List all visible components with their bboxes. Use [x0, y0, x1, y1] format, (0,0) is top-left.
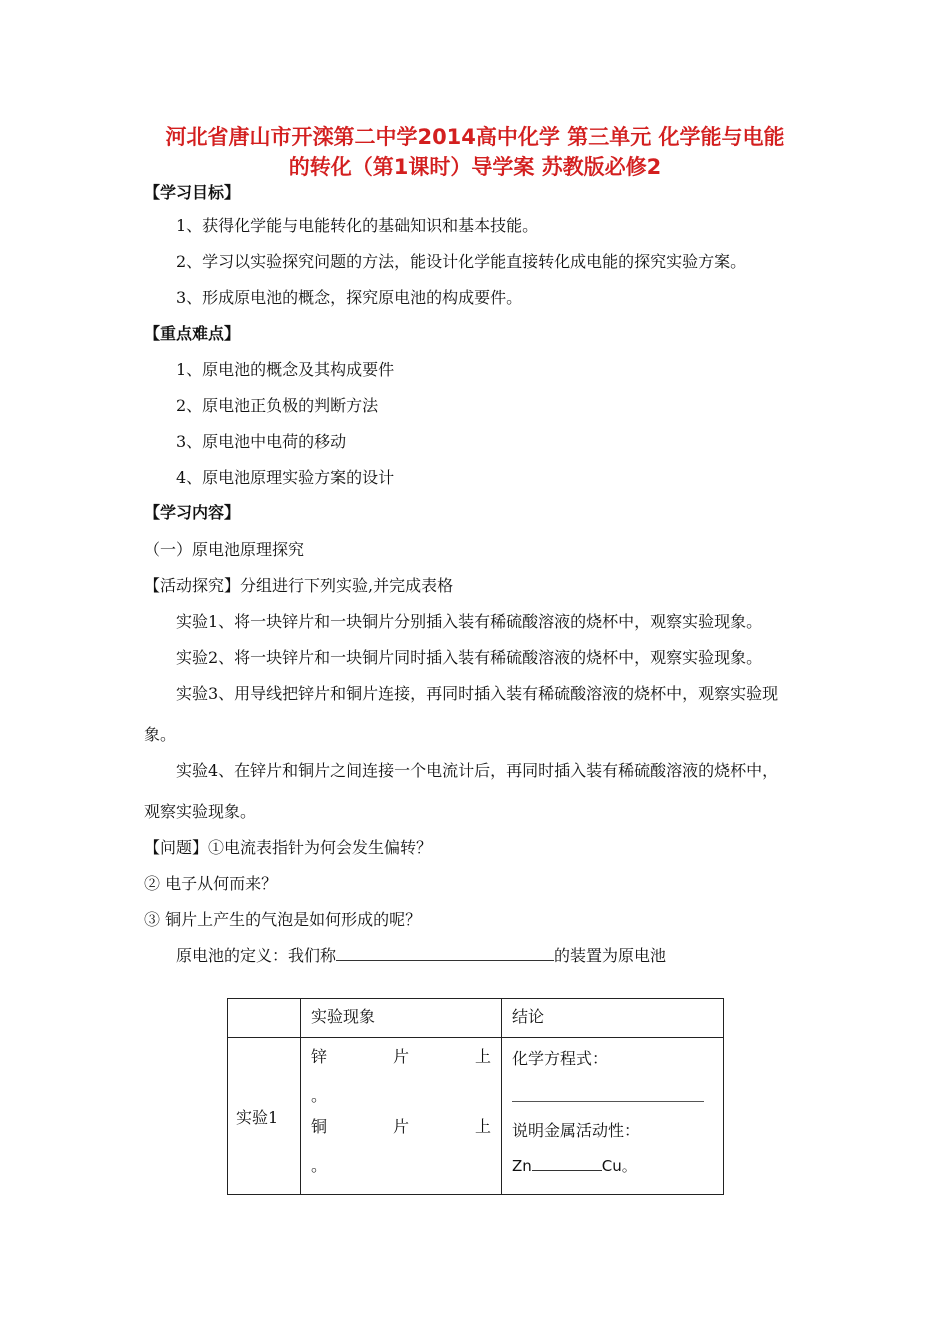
experiment-3-text: 实验3、用导线把锌片和铜片连接，再同时插入装有稀硫酸溶液的烧杯中，观察实验现	[176, 684, 779, 703]
definition-blank[interactable]	[336, 946, 554, 961]
activity-blank[interactable]	[532, 1156, 602, 1171]
objective-item: 2、学习以实验探究问题的方法，能设计化学能直接转化成电能的探究实验方案。	[176, 252, 747, 271]
definition-suffix: 的装置为原电池	[554, 946, 667, 965]
document-title-line1: 河北省唐山市开滦第二中学2014高中化学 第三单元 化学能与电能	[165, 125, 785, 149]
key-point-item: 2、原电池正负极的判断方法	[176, 396, 379, 415]
key-point-item: 1、原电池的概念及其构成要件	[176, 360, 395, 379]
definition-line	[176, 943, 666, 966]
activity-label: 说明金属活动性：	[512, 1121, 641, 1140]
question-3: ③ 铜片上产生的气泡是如何形成的呢？	[144, 910, 422, 929]
key-point-item: 4、原电池原理实验方案的设计	[176, 468, 395, 487]
definition-prefix: 原电池的定义：我们称	[176, 946, 337, 965]
activity-comparison: Zn Cu。	[512, 1157, 637, 1175]
experiment-3-text-cont: 象。	[144, 725, 177, 744]
table-header-phenomenon: 实验现象	[301, 999, 502, 1038]
content-heading: 【学习内容】	[144, 503, 241, 522]
equation-blank[interactable]	[512, 1089, 704, 1102]
zinc-observation-line: 锌 片 上	[311, 1047, 491, 1066]
experiment-4-text-cont: 观察实验现象。	[144, 802, 257, 821]
key-points-heading: 【重点难点】	[144, 324, 241, 343]
experiment-2-text: 实验2、将一块锌片和一块铜片同时插入装有稀硫酸溶液的烧杯中，观察实验现象。	[176, 648, 763, 667]
experiment-table	[227, 998, 724, 1195]
copper-observation-period: 。	[311, 1156, 328, 1175]
question-2: ② 电子从何而来？	[144, 874, 278, 893]
objectives-heading: 【学习目标】	[144, 183, 241, 202]
question-1: 【问题】①电流表指针为何会发生偏转？	[144, 838, 433, 857]
objective-item: 3、形成原电池的概念，探究原电池的构成要件。	[176, 288, 523, 307]
experiment-4-text: 实验4、在锌片和铜片之间连接一个电流计后，再同时插入装有稀硫酸溶液的烧杯中，	[176, 761, 779, 780]
table-header-empty	[228, 999, 301, 1038]
zinc-observation-period: 。	[311, 1086, 328, 1105]
equation-label: 化学方程式：	[512, 1049, 609, 1068]
section-title: （一）原电池原理探究	[144, 540, 305, 559]
table-row-label: 实验1	[228, 1038, 301, 1195]
phenomenon-cell[interactable]	[301, 1038, 502, 1195]
objective-item: 1、获得化学能与电能转化的基础知识和基本技能。	[176, 216, 539, 235]
copper-observation-line: 铜 片 上	[311, 1117, 491, 1136]
conclusion-cell[interactable]	[502, 1038, 724, 1195]
activity-instruction: 【活动探究】分组进行下列实验,并完成表格	[144, 576, 454, 595]
document-title-line2: 的转化（第1课时）导学案 苏教版必修2	[288, 155, 662, 179]
table-header-conclusion: 结论	[502, 999, 724, 1038]
experiment-1-text: 实验1、将一块锌片和一块铜片分别插入装有稀硫酸溶液的烧杯中，观察实验现象。	[176, 612, 763, 631]
key-point-item: 3、原电池中电荷的移动	[176, 432, 347, 451]
